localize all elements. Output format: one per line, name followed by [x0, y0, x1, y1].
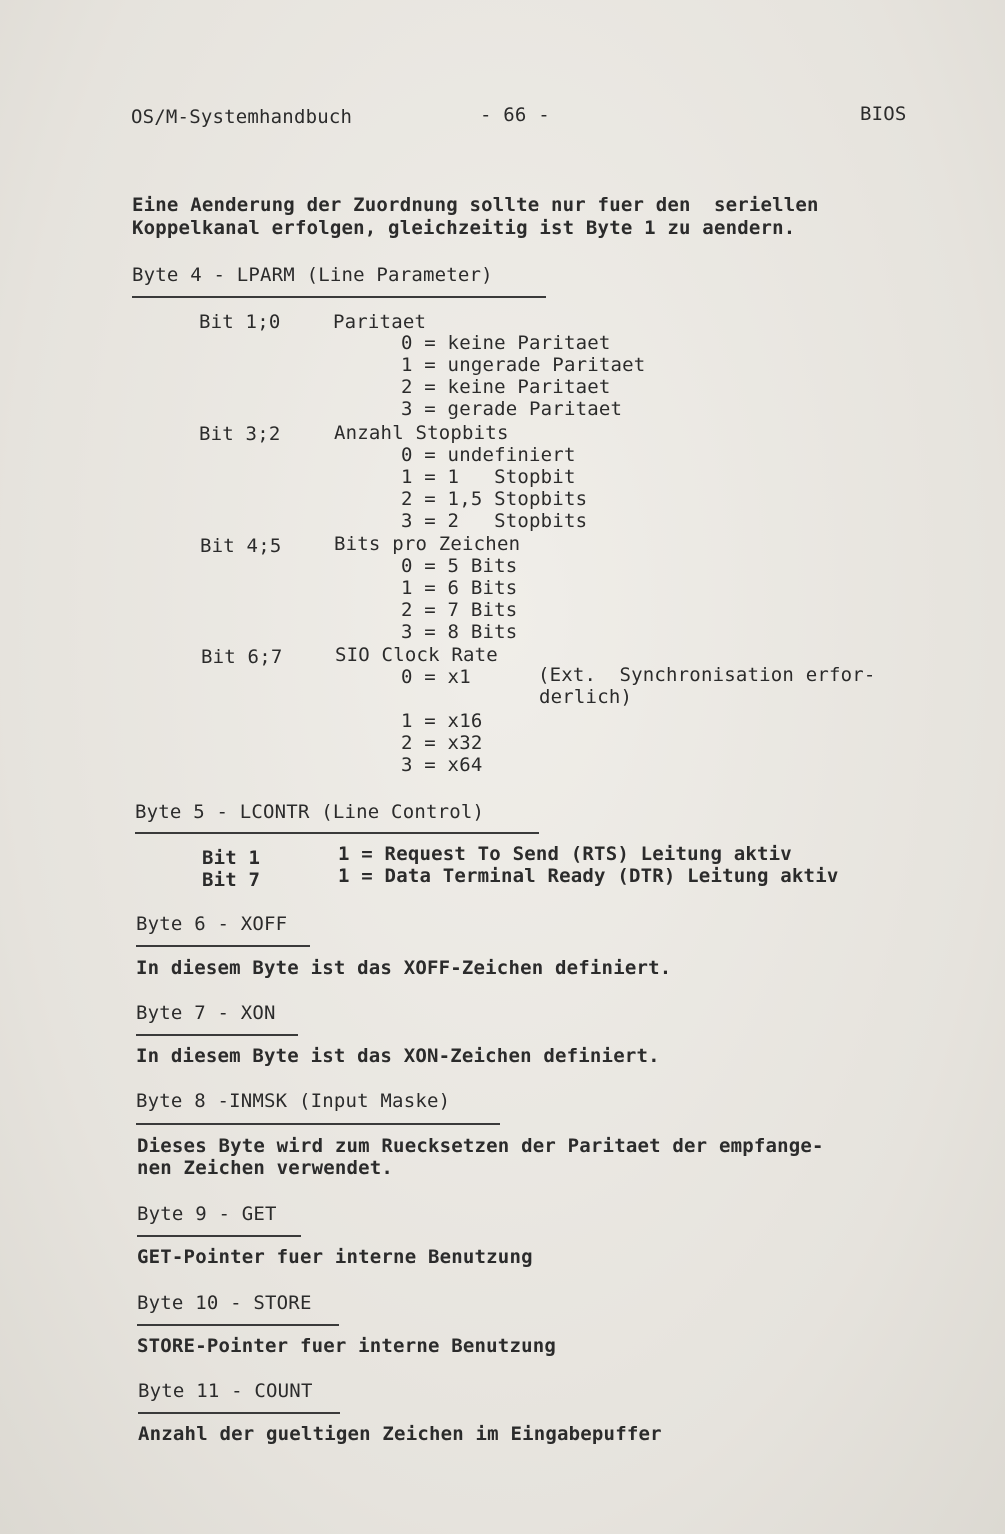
section-title-byte6: Byte 6 - XOFF	[136, 913, 288, 935]
section-desc: Dieses Byte wird zum Ruecksetzen der Paritaet der empfange-	[137, 1135, 824, 1157]
section-title-byte7: Byte 7 - XON	[136, 1002, 276, 1024]
bit-value: 3 = 8 Bits	[401, 621, 518, 643]
bit-value: 0 = keine Paritaet	[401, 332, 611, 354]
bit-title: Anzahl Stopbits	[334, 422, 509, 444]
bit-title: Paritaet	[333, 311, 427, 333]
section-desc: STORE-Pointer fuer interne Benutzung	[137, 1335, 557, 1357]
bit-label: Bit 1;0	[199, 311, 281, 333]
section-title-byte4: Byte 4 - LPARM (Line Parameter)	[132, 264, 493, 286]
bit-value: 3 = gerade Paritaet	[401, 398, 623, 420]
section-desc: Anzahl der gueltigen Zeichen im Eingabepuffer	[138, 1423, 662, 1445]
section-desc: In diesem Byte ist das XOFF-Zeichen definiert.	[136, 957, 672, 979]
bit-value: 3 = 2 Stopbits	[401, 510, 588, 532]
section-underline	[136, 1034, 298, 1036]
bit-value: 2 = x32	[401, 732, 483, 754]
bit-label: Bit 3;2	[199, 423, 281, 445]
section-title-byte10: Byte 10 - STORE	[137, 1292, 312, 1314]
section-title-byte8: Byte 8 -INMSK (Input Maske)	[136, 1090, 451, 1112]
bit-value: 0 = x1	[401, 666, 471, 688]
section-underline	[137, 1324, 339, 1326]
section-underline	[137, 1235, 301, 1237]
section-underline	[136, 945, 310, 947]
intro-line-2: Koppelkanal erfolgen, gleichzeitig ist Byte 1 zu aendern.	[132, 217, 796, 239]
bit-note: derlich)	[539, 686, 633, 708]
bit-value: 2 = 7 Bits	[401, 599, 518, 621]
bit-label: Bit 4;5	[200, 535, 282, 557]
section-title-byte5: Byte 5 - LCONTR (Line Control)	[135, 801, 485, 823]
section-underline	[132, 296, 546, 298]
bit-value: 1 = 6 Bits	[401, 577, 518, 599]
section-underline	[135, 832, 539, 834]
bit-title: Bits pro Zeichen	[334, 533, 521, 555]
bit-label: Bit 7	[202, 869, 261, 891]
bit-label: Bit 6;7	[201, 646, 283, 668]
section-desc: GET-Pointer fuer interne Benutzung	[137, 1246, 533, 1268]
bit-value: 0 = undefiniert	[401, 444, 576, 466]
bit-value: 1 = ungerade Paritaet	[401, 354, 646, 376]
page-number: - 66 -	[480, 104, 550, 126]
section-title-byte11: Byte 11 - COUNT	[138, 1380, 313, 1402]
bit-value: 3 = x64	[401, 754, 483, 776]
bit-value: 0 = 5 Bits	[401, 555, 518, 577]
section-desc: In diesem Byte ist das XON-Zeichen definiert.	[136, 1045, 660, 1067]
bit-title: SIO Clock Rate	[335, 644, 498, 666]
intro-line-1: Eine Aenderung der Zuordnung sollte nur fuer den seriellen	[132, 194, 819, 216]
bit-label: Bit 1	[202, 847, 261, 869]
bit-desc: 1 = Data Terminal Ready (DTR) Leitung aktiv	[338, 865, 839, 887]
section-underline	[136, 1123, 500, 1125]
bit-value: 2 = keine Paritaet	[401, 376, 611, 398]
bit-desc: 1 = Request To Send (RTS) Leitung aktiv	[338, 843, 792, 865]
header-left: OS/M-Systemhandbuch	[131, 106, 353, 128]
bit-value: 1 = 1 Stopbit	[401, 466, 576, 488]
section-desc: nen Zeichen verwendet.	[137, 1157, 394, 1179]
section-title-byte9: Byte 9 - GET	[137, 1203, 277, 1225]
bit-value: 2 = 1,5 Stopbits	[401, 488, 588, 510]
section-underline	[138, 1412, 340, 1414]
header-right: BIOS	[860, 103, 907, 125]
bit-value: 1 = x16	[401, 710, 483, 732]
bit-note: (Ext. Synchronisation erfor-	[538, 664, 876, 686]
